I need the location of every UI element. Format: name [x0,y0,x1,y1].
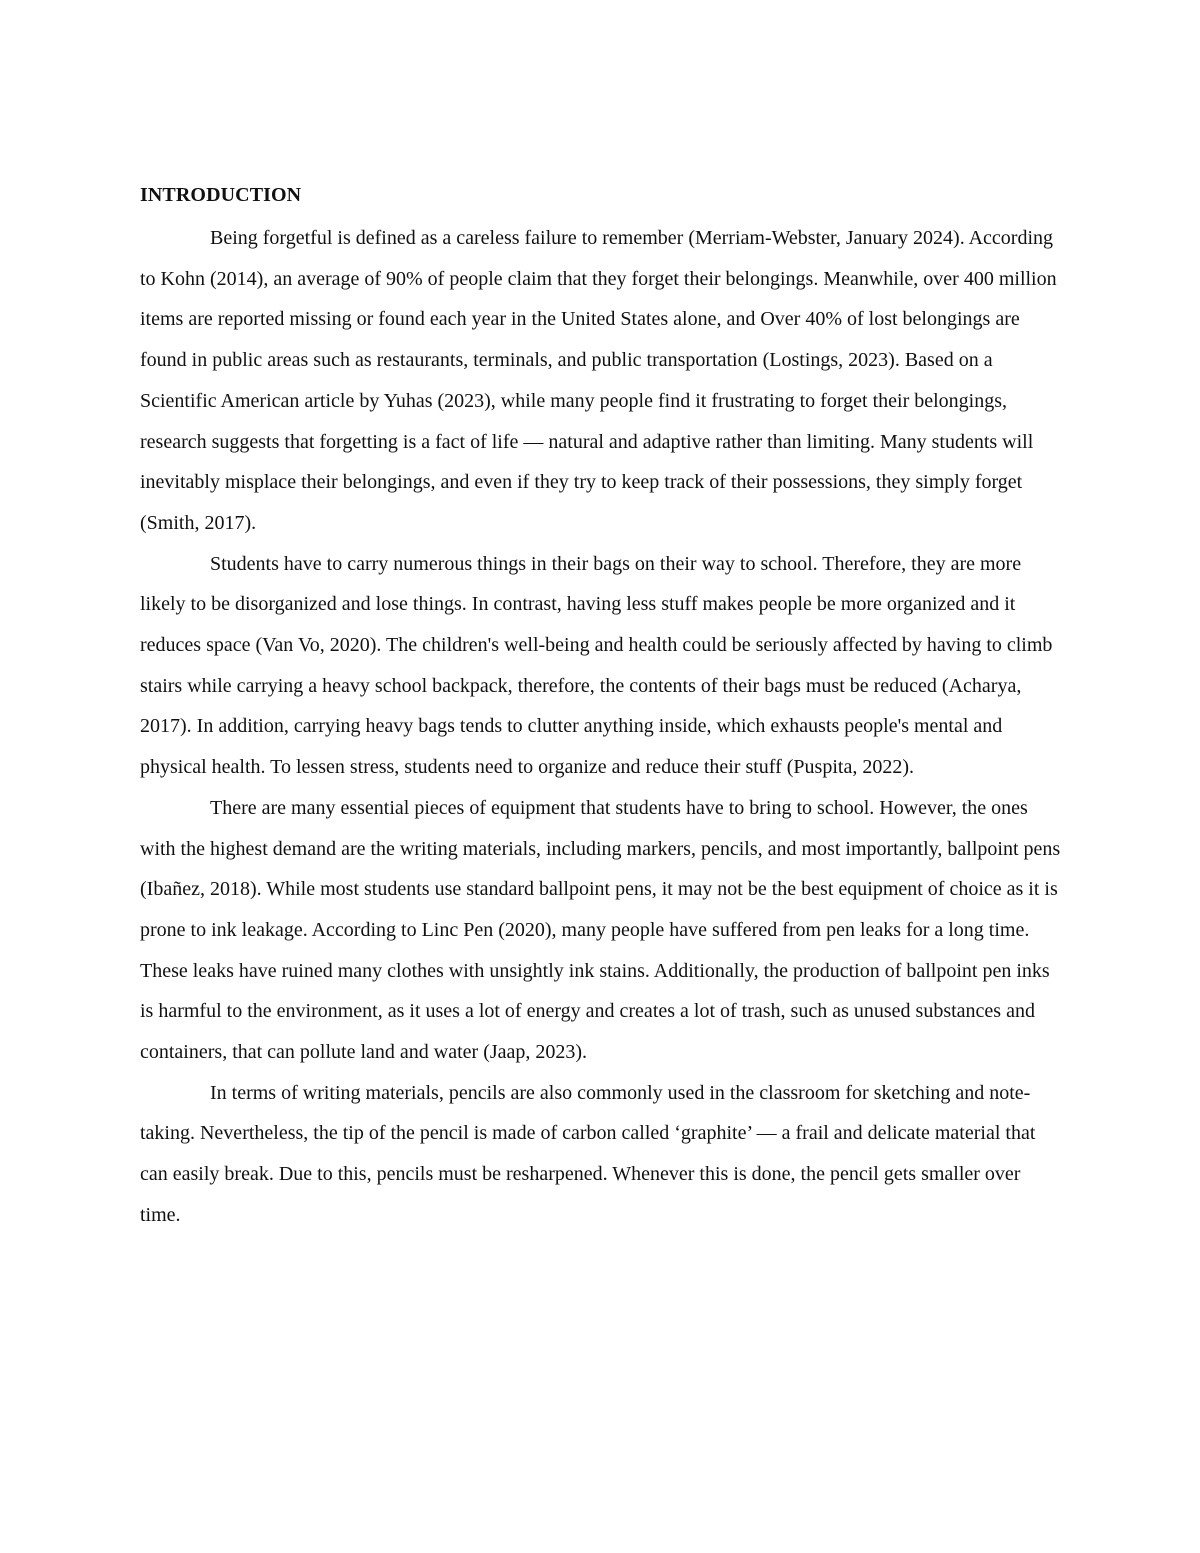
paragraph-4: In terms of writing materials, pencils are also commonly used in the classroom for sketching and note-taking. Nevertheless, the tip of the pencil is made of carbon called ‘graphite’ — a frail and delicate material that can easily break. Due to this, pencils must be resharpened. Whenever this is done, the pencil gets smaller over time. [140,1081,1036,1226]
paragraph-3: There are many essential pieces of equipment that students have to bring to school. However, the ones with the highest demand are the writing materials, including markers, pencils, and most importantly, ballpoint pens (Ibañez, 2018). While most students use standard ballpoint pens, it may not be the best equipment of choice as it is prone to ink leakage. According to Linc Pen (2020), many people have suffered from pen leaks for a long time. These leaks have ruined many clothes with unsightly ink stains. Additionally, the production of ballpoint pen inks is harmful to the environment, as it uses a lot of energy and creates a lot of trash, such as unused substances and containers, that can pollute land and water (Jaap, 2023). [140,796,1061,1064]
paragraph-1: Being forgetful is defined as a careless failure to remember (Merriam-Webster, January 2024). According to Kohn (2014), an average of 90% of people claim that they forget their belongings. Meanwhile, over 400 million items are reported missing or found each year in the United States alone, and Over 40% of lost belongings are found in public areas such as restaurants, terminals, and public transportation (Lostings, 2023). Based on a Scientific American article by Yuhas (2023), while many people find it frustrating to forget their belongings, research suggests that forgetting is a fact of life — natural and adaptive rather than limiting. Many students will inevitably misplace their belongings, and even if they try to keep track of their possessions, they simply forget (Smith, 2017). [140,227,1057,534]
document-body [140,178,1065,1236]
section-heading: INTRODUCTION [140,184,302,206]
paragraph-2: Students have to carry numerous things in their bags on their way to school. Therefore, they are more likely to be disorganized and lose things. In contrast, having less stuff makes people be more organized and it reduces space (Van Vo, 2020). The children's well-being and health could be seriously affected by having to climb stairs while carrying a heavy school backpack, therefore, the contents of their bags must be reduced (Acharya, 2017). In addition, carrying heavy bags tends to clutter anything inside, which exhausts people's mental and physical health. To lessen stress, students need to organize and reduce their stuff (Puspita, 2022). [140,552,1053,779]
